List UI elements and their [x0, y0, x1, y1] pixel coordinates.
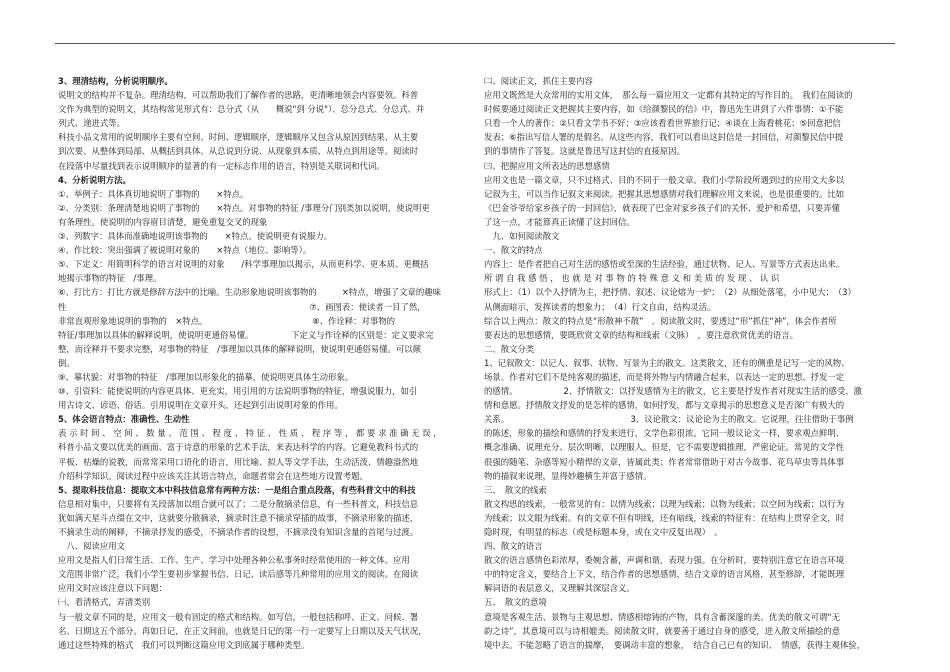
- text-line: 名、日期这五个部分。再如日记，在正文间前，也就是日记的第一行一定要写上日期以及天气状况，: [58, 625, 427, 636]
- text-line: 三、 散文的线索: [484, 484, 547, 495]
- text-line: 应用文也是一篇文章，只不过格式、目的不同于一般文章。我们小学阶段所遇到过的应用文大多以: [484, 174, 845, 185]
- text-line: 五、 散文的意境: [484, 597, 547, 608]
- text-line: 很强的随笔、杂感等短小精悍的文章，皆属此类；作者常常借助于对古今故事、花鸟草虫等具体事: [484, 456, 845, 467]
- text-line: 文作为典型的说明文，其结构常见形式有：总分式（从 概说"到 分说"）、总分总式、分总式、并: [58, 104, 425, 115]
- text-line: 整，而诠释并不要求完整，对事物的特征 /事理加以具体的解释说明，使说明更通俗易懂。可以颠: [58, 343, 421, 354]
- right-column: [484, 74, 892, 652]
- text-line: 用古诗文、谚语、俗话。引用说明在文章开头，还起到引出说明对象的作用。: [58, 400, 343, 411]
- text-line: ㈠、看清格式，弄清类别: [58, 597, 151, 608]
- text-line: 地揭示事物的特征 /事理。: [58, 273, 162, 284]
- text-line: 与一般文章不同的是，应用文一般有固定的格式和结构。如写信，一般包括称呼、正文、问候、署: [58, 611, 419, 622]
- text-line: 犹如满天星斗点缀在文中，这就要分散摘录，摘录时注意不摘录穿插的故事，不摘录形象的描述，: [58, 512, 419, 523]
- text-line: ⑨、摹状貌：对事物的特征 /事理加以形象化的描摹，使说明更具体生动形象。: [58, 371, 354, 382]
- text-line: 表 示 时 间 、 空 间 、 数 量 、 范 围 、 程 度 、 特 征 、 性 质 、 程 序 等 ， 都 要 求 准 确 无 误 ，: [58, 428, 442, 439]
- text-line: ④、作比较：突出强调了被说明对象的 ×特点（地位、影响等）。: [58, 245, 312, 256]
- text-line: 非常直观形象地说明的事物的 ×特点。 ⑧、作诠释：对事物的: [58, 315, 395, 326]
- text-line: 性 ⑦、画图表：使读者一目了然，: [58, 301, 426, 312]
- text-line: 内容上：是作者把自己对生活的感悟或至深的生活经验，通过状物、记人、写景等方式表达出来。: [484, 259, 845, 270]
- text-line: 应用文是指人们日常生活、工作、生产、学习中处理各种公私事务时经常使用的一种文体。应用: [58, 555, 410, 566]
- text-line: 通过这些特殊的格式 我们可以判断这篇应用文到底属于哪种类型。: [58, 639, 310, 650]
- text-line: 形式上：（1）以个人抒情为主，把抒情、叙述、议论熔为一炉； （2）从细处落笔，小中见大； （3）: [484, 287, 856, 298]
- text-line: ①、举例子：具体真切地说明了事物的 ×特点。: [58, 188, 249, 199]
- text-line: 《巴金爷爷给家乡孩子的一封回信》，就表现了巴金对家乡孩子们的关怀、爱护和希望，只要弄懂: [484, 202, 840, 213]
- text-line: 关系。 3、议论散文：议论论为主的散文。它说理，往往借助于事例: [484, 414, 854, 425]
- text-line: 应用文既然是大众常用的实用文体， 那么每一篇应用文一定都有其特定的写作目的。 我们在阅读的: [484, 90, 853, 101]
- text-line: 所 谓 自 我 感 悟 ， 也 就 是 对 事 物 的 特 殊 意 义 和 美 质 的 发 现 、 认 识: [484, 273, 780, 284]
- text-line: 概念准确、说理充分、层次明晰，以理服人。但是，它不需要逻辑推理，严密论证。常见的文学性: [484, 442, 845, 453]
- text-line: 散文构思的线索，一般常见的有：以情为线索；以理为线索；以物为线索；以空间为线索；以行为: [484, 498, 845, 509]
- text-line: 从侧面暗示，发挥读者的想象力； （4）行文自由，结构灵活。: [484, 301, 716, 312]
- text-line: 散文的语言感情色彩浓厚，委婉含蓄，声调和谐，表现力强。在分析时，要特别注意它在语言环境: [484, 555, 845, 566]
- text-line: 四、散文的语言: [484, 541, 543, 552]
- text-line: 应用文时应该注意以下问题：: [58, 583, 167, 594]
- text-line: 了这一点，才能算真正读懂了这封回信。: [484, 216, 635, 227]
- text-line: 的感情。 2、抒情散文：以抒发感情为主的散文，它主要是抒发作者对现实生活的感受、激: [484, 386, 863, 397]
- text-line: 到次要、从整体到局部、从概括到具体、从总说到分说、从现象到本质、从特点到用途等。阅读时: [58, 146, 419, 157]
- text-line: ㈢、把握应用文所表达的思想感情: [484, 160, 610, 171]
- text-line: 解词语的表层意义，又理解其深层含义。: [484, 583, 635, 594]
- text-line: 在段落中尽量找到表示说明顺序的显著的有一定标志作用的语言，特别是关联词和代词。: [58, 160, 385, 171]
- text-line: 发表；⑥指出写信人署的是假名。从这些内容，我们可以看出这封信是一封回信，对颜黎民信中提: [484, 132, 844, 143]
- text-line: ⑤、下定义：用简明科学的语言对说明的对象 /科学事理加以揭示，从而更科学、更本质、更概括: [58, 259, 429, 270]
- section-heading: 4、分析说明方法。: [58, 174, 131, 185]
- text-line: 特征/事理加以具体的解释说明，使说明更通俗易懂。 下定义与作诠释的区别是：定义要求完: [58, 329, 434, 340]
- text-line: 意境是客观生活、景物与主观思想、情感相熔铸的产物，具有含蓄深邃的美。优美的散文可谓“无: [484, 611, 841, 622]
- text-line: 八、阅读应用文: [58, 541, 125, 552]
- text-line: 综合以上两点：散文的特点是“形散神不散” 。阅读散文时，要透过“形”抓住“神”，体会作者所: [484, 315, 837, 326]
- text-line: 不摘录生动的阐释，不摘录抒发的感受，不摘录作者的设想，不摘录没有知识含量的首尾与过渡。: [58, 527, 419, 537]
- text-line: 场景。作者对它们不是纯客观的描述，而是将外物与内情融合起来，以表达一定的思想、抒发一定: [484, 371, 845, 382]
- text-line: 记叙为主，可以当作记叙文来阅读。把握其思想感情对我们理解应用文来说，也是很重要的。比如: [484, 188, 845, 199]
- header-rule: [55, 43, 895, 44]
- text-line: ㈡、阅读正文，抓住主要内容: [484, 76, 593, 86]
- text-line: 列式、递进式等。: [58, 118, 125, 129]
- text-line: ⑥、打比方：打比方就是修辞方法中的比喻。生动形象地说明该事物的 ×特点，增强了文章的趣味: [58, 287, 442, 298]
- text-line: 说明文的结构并不复杂。理清结构，可以帮助我们了解作者的思路，更清晰地领会内容要领。科普: [58, 90, 419, 101]
- text-line: 倒。: [58, 357, 75, 368]
- text-line: 中的特定含义，要结合上下文，结合作者的思想感情，结合文章的语言风格，甚至修辞，才能既理: [484, 569, 845, 580]
- text-line: 物的描叙来说理，显得妙趣横生并富于感情。: [484, 470, 652, 481]
- text-line: ③、列数字：具体而准确地说明该事物的 ×特点。使说明更有说服力。: [58, 231, 333, 242]
- section-heading: 5、体会语言特点：准确性、生动性: [58, 414, 190, 425]
- text-line: 二、散文分类: [484, 343, 535, 354]
- text-line: 科技小品文常用的说明顺序主要有空间、时间、逻辑顺序，逻辑顺序又包含从原因到结果、从主要: [58, 132, 419, 143]
- text-line: 1、记叙散文：以记人、叙事、状物、写景为主的散文。这类散文，还有的侧重是记写一定的风物、: [484, 357, 850, 368]
- text-line: 隐时现，有明显的标志（或是标题本身，或在文中反复出现） 。: [484, 527, 723, 537]
- text-line: 韵之诗”，其意境可以与诗相媲美。阅读散文时，就要善于通过自身的感受，进入散文所描绘的意: [484, 625, 841, 636]
- text-line: 文范围非常广泛，我们小学生要初步掌握书信、日记、读后感等几种常用的应用文的阅读。在阅读: [58, 569, 419, 580]
- text-line: 时候要通过阅读正文把握其主要内容，如《给颜黎民的信》中，鲁迅先生讲到了六件事情：①不能: [484, 104, 844, 115]
- left-column: [58, 74, 458, 652]
- text-line: 为线索；以文眼为线索。有的文章不但有明线，还有暗线，线索的特征有：在结构上贯穿全文，时: [484, 512, 845, 523]
- text-line: 科普小品文要以优美的画面、富于诗意的形象的艺术手法，来表达科学的内容。它避免教科书式的: [58, 442, 419, 453]
- text-line: ②、分类别：条理清楚地说明了事物的 ×特点。对事物的特征 /事理分门别类加以说明，使说明更: [58, 202, 430, 213]
- text-line: 有条理性。使说明的内容眉目清楚，避免重复交叉的现象: [58, 216, 268, 227]
- text-line: 情和意愿。抒情散文抒发的是怎样的感情，如何抒发，都与文章揭示的思想意义是否深广有极大的: [484, 400, 845, 411]
- text-line: 到的事情作了答复。这就是鲁迅写这封信的直接原因。: [484, 146, 685, 157]
- text-line: 平板、枯燥的说教，而常常采用口语化的语言，用比喻、拟人等文学手法，生动活泼、情趣盎然地: [58, 456, 419, 467]
- text-line: 只看一个人的著作；②只看文学书不好；③应该看看世界旅行记；④谈在上海看桃花；⑤回意把信: [484, 118, 841, 129]
- section-heading: 5、提取科技信息：提取文本中科技信息常有两种方法：一是组合重点段落，有些科普文中的科技: [58, 484, 416, 495]
- text-line: 介绍科学知识。阅读过程中应该关注其语言特点，命题者常会在这些地方设置考题。: [58, 470, 368, 481]
- section-heading: 3、理清结构，分析说明顺序。: [58, 76, 173, 86]
- text-line: 的陈述，形象的描绘和感情的抒发来进行，文学色彩很浓。它同一般议论文一样，要求观点鲜明、: [484, 428, 845, 439]
- text-line: ⑩、引资料：能使说明的内容更具体、更充实，用引用的方法说明事物的特征，增强说服力，如引: [58, 386, 418, 397]
- text-line: 要表达的思想感情，要既欣赏文章的结构和线索（文脉） ，要注意欣赏优美的语言。: [484, 329, 799, 340]
- text-line: 一、散文的特点: [484, 245, 543, 256]
- text-line: 境中去。不能忽略了语言的揣摩， 要调动丰富的想象， 结合自己已有的知识、 情感，获得主观体验，: [484, 639, 866, 650]
- text-line: 信息相对集中，只要将有关段落加以组合就可以了；二是分散摘录信息，有一些科普文，科技信息: [58, 498, 419, 509]
- text-line: 九、如何阅读散文: [484, 231, 560, 242]
